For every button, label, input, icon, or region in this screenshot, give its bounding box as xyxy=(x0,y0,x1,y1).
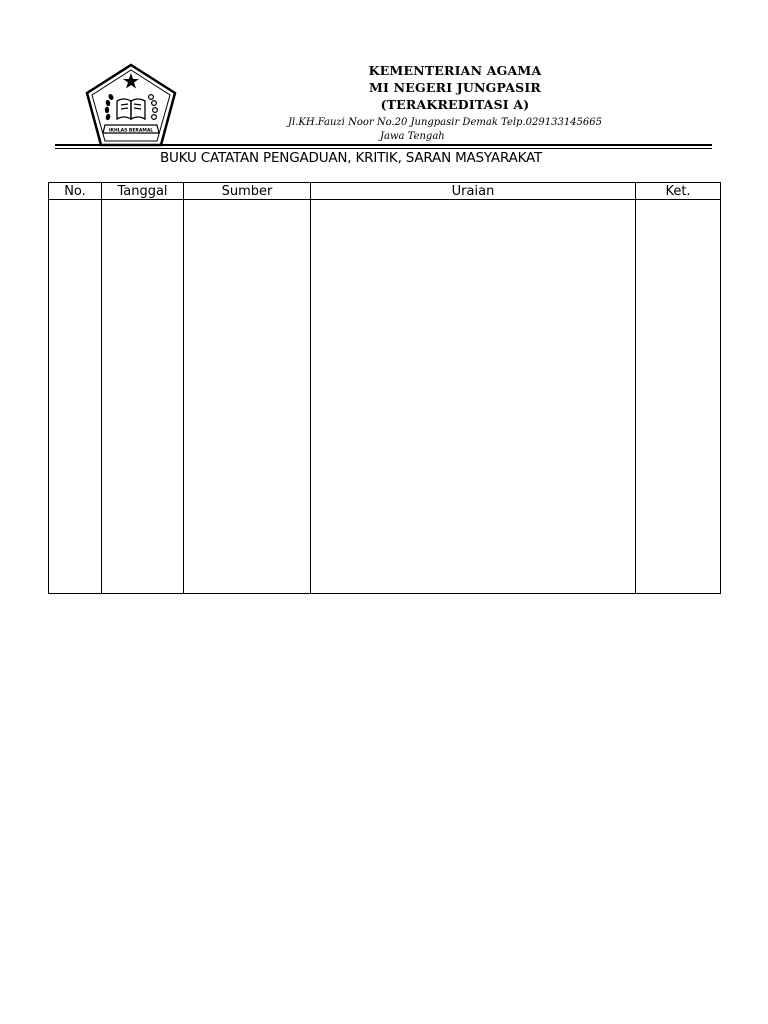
column-header-tanggal: Tanggal xyxy=(102,183,184,200)
org-name-ministry: KEMENTERIAN AGAMA xyxy=(368,63,542,78)
column-header-ket: Ket. xyxy=(636,183,721,200)
cell-uraian xyxy=(311,200,636,594)
table-header-row xyxy=(49,183,721,200)
accreditation-label: (TERAKREDITASI A) xyxy=(380,97,530,112)
address-province: Jawa Tengah xyxy=(380,131,445,142)
address-line: Jl.KH.Fauzi Noor No.20 Jungpasir Demak Telp.029133145665 xyxy=(288,117,602,128)
org-name-school: MI NEGERI JUNGPASIR xyxy=(369,80,541,95)
column-header-no: No. xyxy=(49,183,102,200)
complaint-log-table xyxy=(48,182,721,594)
header-divider-thin xyxy=(55,148,712,149)
ministry-emblem-logo xyxy=(83,63,179,147)
cell-sumber xyxy=(184,200,311,594)
table-row-blank xyxy=(49,200,721,594)
column-header-sumber: Sumber xyxy=(184,183,311,200)
header-divider-thick xyxy=(55,144,712,146)
cell-ket xyxy=(636,200,721,594)
ribbon-banner xyxy=(103,125,159,134)
cell-tanggal xyxy=(102,200,184,594)
ribbon-text: IKHLAS BERAMAL xyxy=(108,128,154,134)
cell-no xyxy=(49,200,102,594)
column-header-uraian: Uraian xyxy=(311,183,636,200)
document-title: BUKU CATATAN PENGADUAN, KRITIK, SARAN MASYARAKAT xyxy=(160,150,543,166)
